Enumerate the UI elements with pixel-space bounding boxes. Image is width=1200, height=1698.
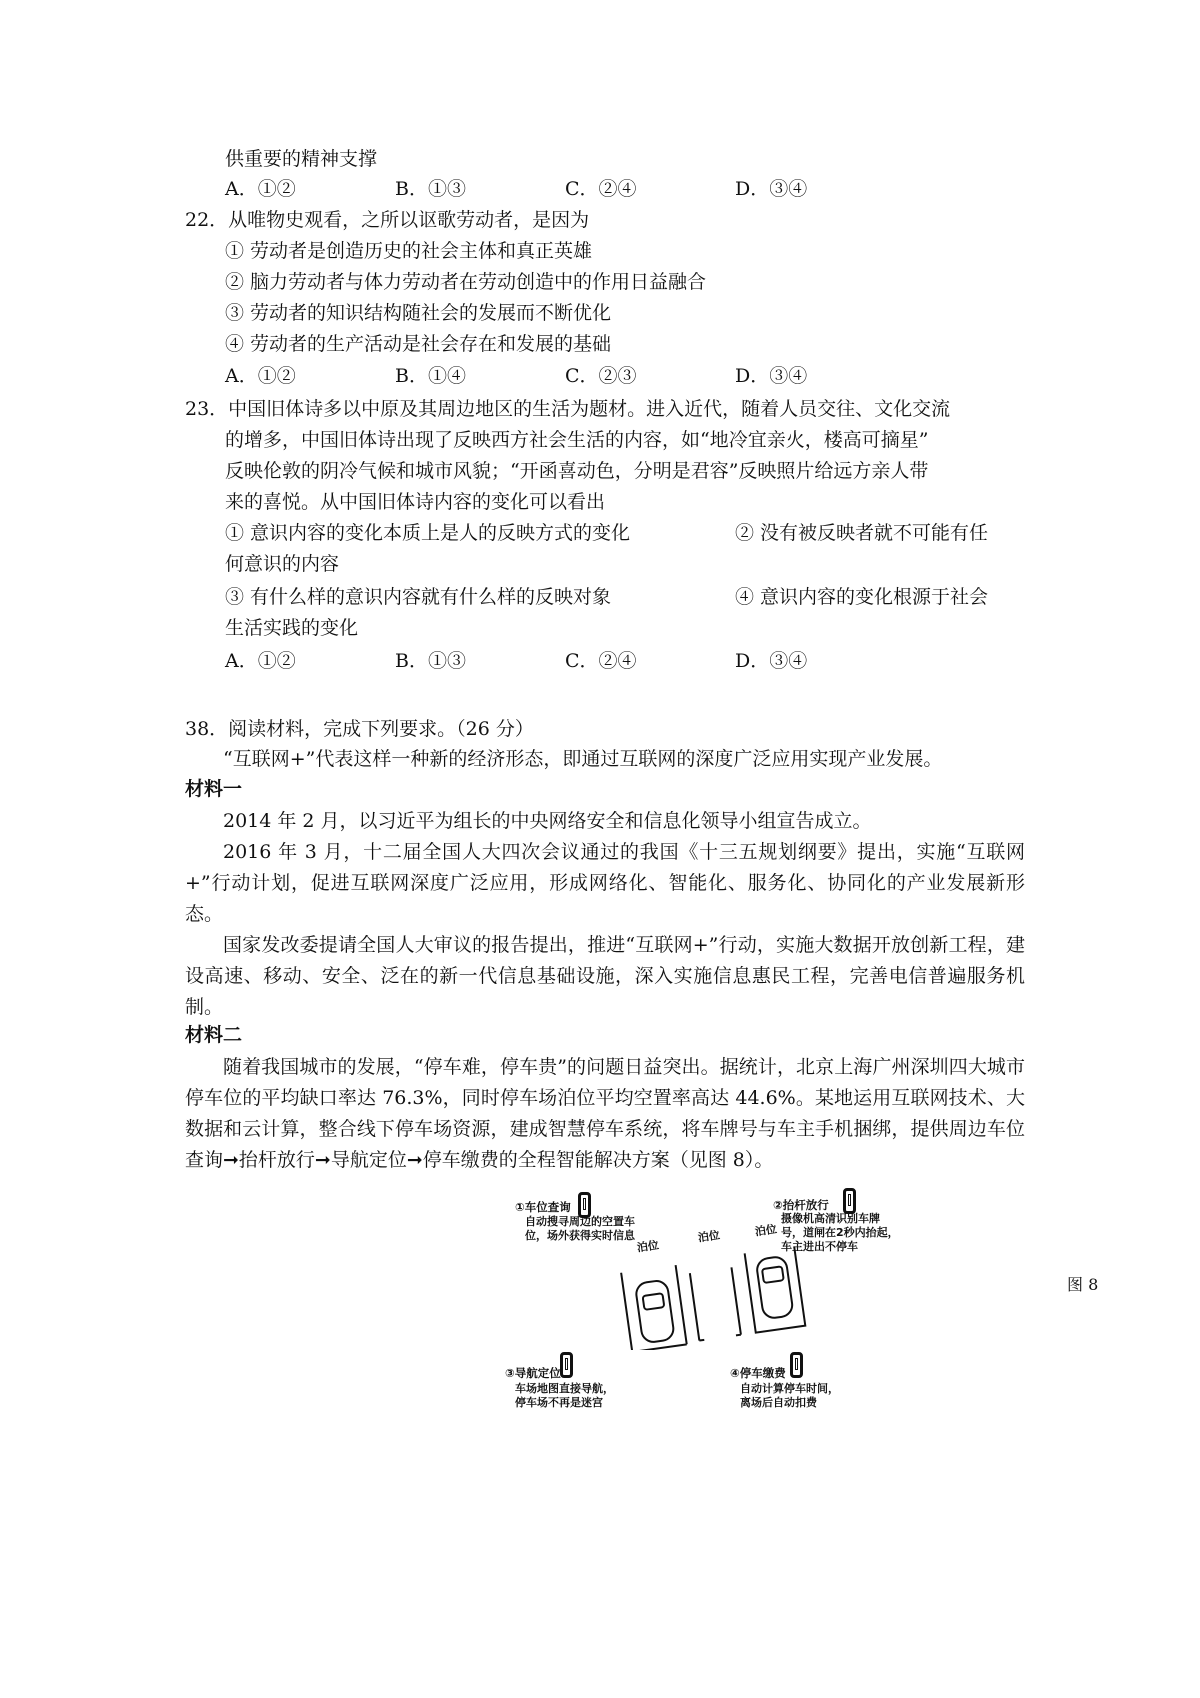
q21-options	[225, 176, 925, 202]
q23-stem-line-1: 23．中国旧体诗多以中原及其周边地区的生活为题材。进入近代，随着人员交往、文化交流	[185, 398, 951, 420]
step1-title: ①车位查询	[515, 1200, 571, 1214]
m1-paragraph-2: 2016 年 3 月，十二届全国人大四次会议通过的我国《十三五规划纲要》提出，实施“互联网+”行动计划，促进互联网深度广泛应用，形成网络化、智能化、服务化、协同化的产业发展新形态。	[185, 841, 1025, 925]
phone-icon	[843, 1188, 856, 1214]
figure-8-smart-parking-diagram	[505, 1190, 925, 1430]
q23-option-d: D．③④	[735, 650, 808, 672]
step4-desc-line-2: 离场后自动扣费	[740, 1396, 817, 1409]
q22-options	[225, 363, 925, 389]
q22-stem: 22．从唯物史观看，之所以讴歌劳动者，是因为	[185, 209, 590, 231]
figure-8-label: 图 8	[1067, 1275, 1099, 1294]
q23-options	[225, 648, 925, 674]
q21-option-c: C．②④	[565, 178, 637, 200]
q23-option-c: C．②④	[565, 650, 637, 672]
slot-label-2: 泊位	[697, 1228, 721, 1245]
q21-option-b: B．①③	[395, 178, 466, 200]
phone-icon	[790, 1352, 803, 1378]
q23-item-4: ④ 意识内容的变化根源于社会	[735, 586, 989, 608]
step4-title: ④停车缴费	[730, 1366, 786, 1380]
step4-desc-line-1: 自动计算停车时间，	[740, 1382, 839, 1395]
q38-intro: “互联网+”代表这样一种新的经济形态，即通过互联网的深度广泛应用实现产业发展。	[223, 748, 943, 770]
car-icon	[756, 1256, 794, 1320]
q23-stem-line-2: 的增多，中国旧体诗出现了反映西方社会生活的内容，如“地冷宜亲火，楼高可摘星”	[225, 429, 929, 451]
q21-option-a: A．①②	[225, 178, 296, 200]
parking-slot-outline	[745, 1246, 806, 1332]
q22-option-a: A．①②	[225, 365, 296, 387]
q22-item-4: ④ 劳动者的生产活动是社会存在和发展的基础	[225, 333, 612, 355]
step3-desc-line-2: 停车场不再是迷宫	[515, 1396, 603, 1409]
q21-option-d: D．③④	[735, 178, 808, 200]
material2-heading: 材料二	[185, 1024, 243, 1046]
step2-desc-line-3: 车主进出不停车	[781, 1240, 858, 1253]
q23-item-3: ③ 有什么样的意识内容就有什么样的反映对象	[225, 586, 612, 608]
q23-item-1: ① 意识内容的变化本质上是人的反映方式的变化	[225, 522, 631, 544]
q23-option-a: A．①②	[225, 650, 296, 672]
step3-title: ③导航定位	[505, 1366, 561, 1380]
m1-paragraph-1: 2014 年 2 月，以习近平为组长的中央网络安全和信息化领导小组宣告成立。	[223, 810, 872, 832]
car-icon	[635, 1280, 675, 1344]
q23-stem-line-3: 反映伦敦的阴冷气候和城市风貌；“开函喜动色，分明是君容”反映照片给远方亲人带	[225, 460, 929, 482]
material1-heading: 材料一	[185, 778, 243, 800]
step1-desc-line-2: 位，场外获得实时信息	[525, 1229, 635, 1242]
q22-item-3: ③ 劳动者的知识结构随社会的发展而不断优化	[225, 302, 612, 324]
q38-stem: 38．阅读材料，完成下列要求。（26 分）	[185, 718, 534, 740]
m2-paragraph-1: 随着我国城市的发展，“停车难，停车贵”的问题日益突出。据统计，北京上海广州深圳四大城市停车位的平均缺口率达 76.3%，同时停车场泊位平均空置率高达 44.6%。某地运用互联网技术、大数据和云计算，整合线下停车场资源，建成智慧停车系统，将车牌号与车主手机捆绑，提供周边车位查询➞抬杆放行➞导航定位➞停车缴费的全程智能解决方案（见图 8）。	[185, 1056, 1025, 1171]
q23-item-4-cont: 生活实践的变化	[225, 617, 359, 639]
car-windshield	[643, 1293, 665, 1310]
car-windshield	[762, 1266, 784, 1283]
slot-label-1: 泊位	[636, 1238, 660, 1255]
q23-item-2: ② 没有被反映者就不可能有任	[735, 522, 989, 544]
q23-stem-line-4: 来的喜悦。从中国旧体诗内容的变化可以看出	[225, 491, 606, 513]
m1-paragraph-3: 国家发改委提请全国人大审议的报告提出，推进“互联网+”行动，实施大数据开放创新工程，建设高速、移动、安全、泛在的新一代信息基础设施，深入实施信息惠民工程，完善电信普遍服务机制。	[185, 934, 1025, 1018]
q23-item-2-cont: 何意识的内容	[225, 553, 340, 575]
q22-item-1: ① 劳动者是创造历史的社会主体和真正英雄	[225, 240, 593, 262]
parking-slot-outline	[690, 1267, 741, 1340]
phone-icon	[560, 1352, 573, 1378]
q22-option-d: D．③④	[735, 365, 808, 387]
step3-desc-line-1: 车场地图直接导航，	[515, 1382, 614, 1395]
q23-option-b: B．①③	[395, 650, 466, 672]
q22-option-b: B．①④	[395, 365, 466, 387]
q22-item-2: ② 脑力劳动者与体力劳动者在劳动创造中的作用日益融合	[225, 271, 707, 293]
q22-option-c: C．②③	[565, 365, 637, 387]
slot-label-3: 泊位	[754, 1222, 778, 1239]
step2-desc-line-2: 号，道闸在2秒内抬起，	[781, 1226, 899, 1239]
step2-desc-line-1: 摄像机高清识别车牌	[781, 1212, 880, 1225]
step1-desc-line-1: 自动搜寻周边的空置车	[525, 1215, 635, 1228]
step2-title: ②抬杆放行	[773, 1198, 829, 1212]
q21-continuation: 供重要的精神支撑	[225, 148, 378, 170]
